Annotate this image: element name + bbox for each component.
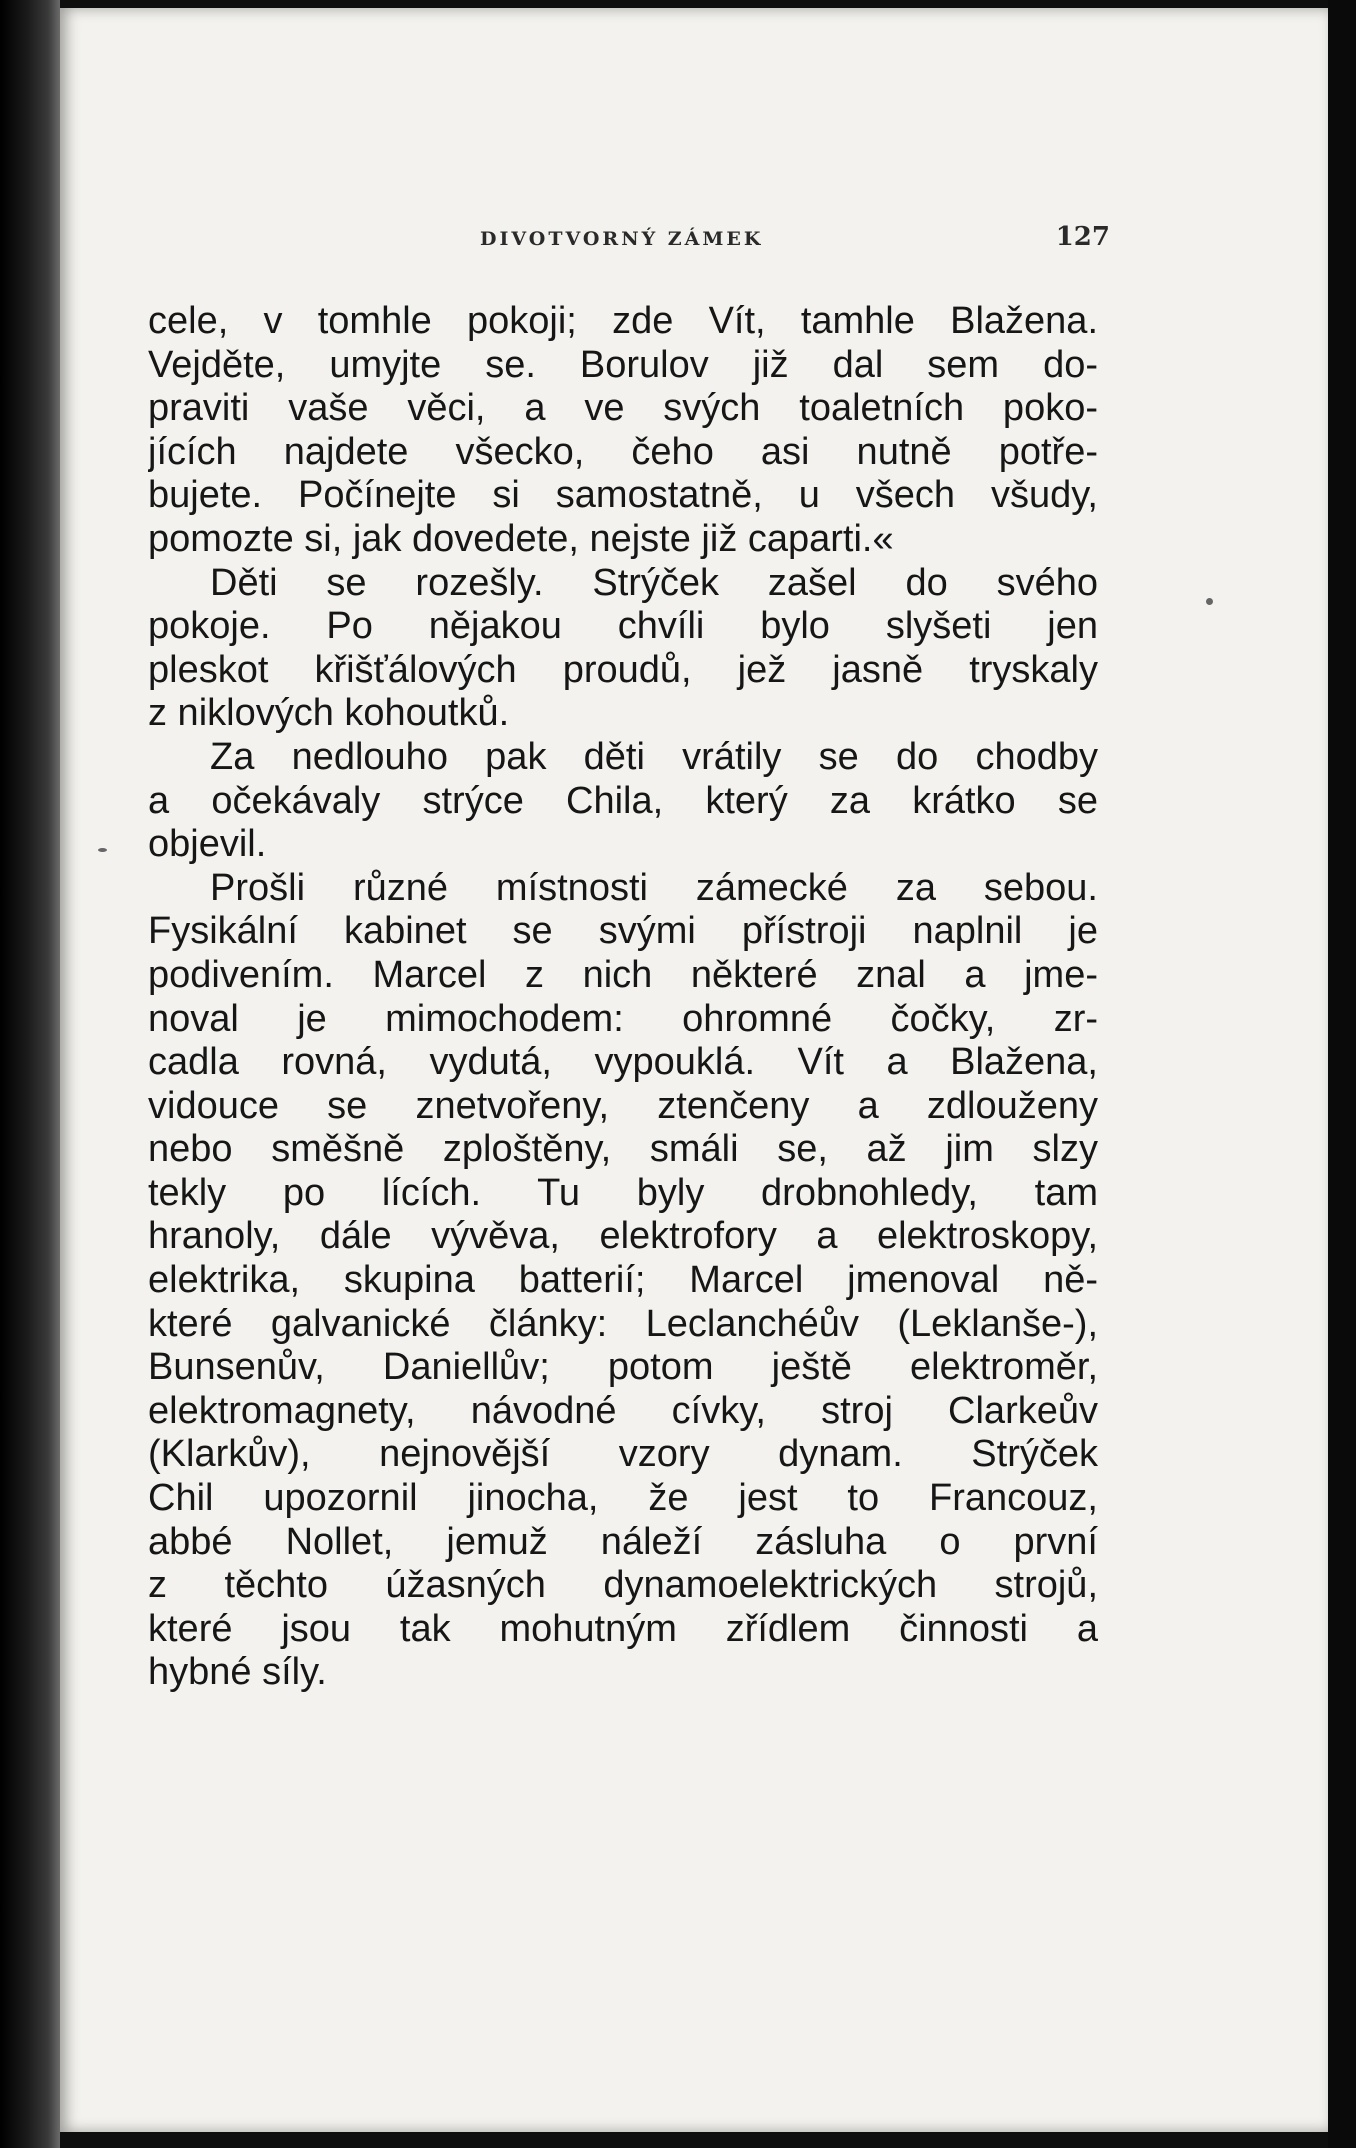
text-line: objevil.: [148, 823, 267, 866]
text-line: z těchto úžasných dynamoelektrických strojů,: [148, 1564, 1098, 1607]
text-line: cadla rovná, vydutá, vypouklá. Vít a Blažena,: [148, 1041, 1098, 1084]
text-line: bujete. Počínejte si samostatně, u všech všudy,: [148, 474, 1098, 517]
text-line: abbé Nollet, jemuž náleží zásluha o první: [148, 1520, 1098, 1563]
text-line: nebo směšně zploštěny, smáli se, až jim slzy: [148, 1128, 1098, 1171]
text-line: pokoje. Po nějakou chvíli bylo slyšeti jen: [148, 605, 1098, 648]
text-line: které galvanické články: Leclanchéův (Leklanše-),: [148, 1302, 1098, 1345]
dust-speck: [1206, 598, 1213, 605]
text-line: hybné síly.: [148, 1651, 327, 1694]
book-gutter-shadow: [0, 0, 60, 2148]
dust-speck: [98, 848, 107, 852]
text-line: noval je mimochodem: ohromné čočky, zr-: [148, 997, 1098, 1040]
paragraph: [148, 562, 1098, 736]
text-line: elektromagnety, návodné cívky, stroj Clarkeův: [148, 1389, 1098, 1432]
body-text: [148, 300, 1098, 1695]
text-line: hranoly, dále vývěva, elektrofory a elektroskopy,: [148, 1215, 1098, 1258]
text-line: tekly po lících. Tu byly drobnohledy, tam: [148, 1171, 1098, 1214]
paragraph: [148, 867, 1098, 1695]
text-line: praviti vaše věci, a ve svých toaletních poko-: [148, 387, 1098, 430]
text-line: Za nedlouho pak děti vrátily se do chodby: [210, 735, 1098, 778]
text-line: podivením. Marcel z nich některé znal a jme-: [148, 953, 1098, 996]
text-line: elektrika, skupina batterií; Marcel jmenoval ně-: [148, 1259, 1098, 1302]
text-line: (Klarkův), nejnovější vzory dynam. Strýček: [148, 1433, 1098, 1476]
running-header: [150, 222, 1110, 262]
text-line: Vejděte, umyjte se. Borulov již dal sem do-: [148, 343, 1098, 386]
text-line: pomozte si, jak dovedete, nejste již caparti.«: [148, 517, 894, 560]
text-line: cele, v tomhle pokoji; zde Vít, tamhle Blažena.: [148, 300, 1098, 342]
text-line: jících najdete všecko, čeho asi nutně potře-: [148, 430, 1098, 473]
text-line: Bunsenův, Daniellův; potom ještě elektroměr,: [148, 1346, 1098, 1389]
text-line: Fysikální kabinet se svými přístroji naplnil je: [148, 910, 1098, 953]
text-line: Prošli různé místnosti zámecké za sebou.: [210, 866, 1098, 909]
running-header-title: DIVOTVORNÝ ZÁMEK: [480, 228, 764, 250]
text-line: pleskot křišťálových proudů, jež jasně tryskaly: [148, 648, 1098, 691]
text-line: Chil upozornil jinocha, že jest to Francouz,: [148, 1477, 1098, 1520]
text-line: a očekávaly strýce Chila, který za krátko se: [148, 779, 1098, 822]
page-number: 127: [1055, 222, 1110, 252]
text-line: vidouce se znetvořeny, ztenčeny a zdlouženy: [148, 1084, 1098, 1127]
paragraph: [148, 300, 1098, 562]
paragraph: [148, 736, 1098, 867]
text-line: Děti se rozešly. Strýček zašel do svého: [210, 561, 1098, 604]
scan-border: [1328, 0, 1356, 2148]
text-line: z niklových kohoutků.: [148, 692, 510, 735]
text-line: které jsou tak mohutným zřídlem činnosti a: [148, 1607, 1098, 1650]
